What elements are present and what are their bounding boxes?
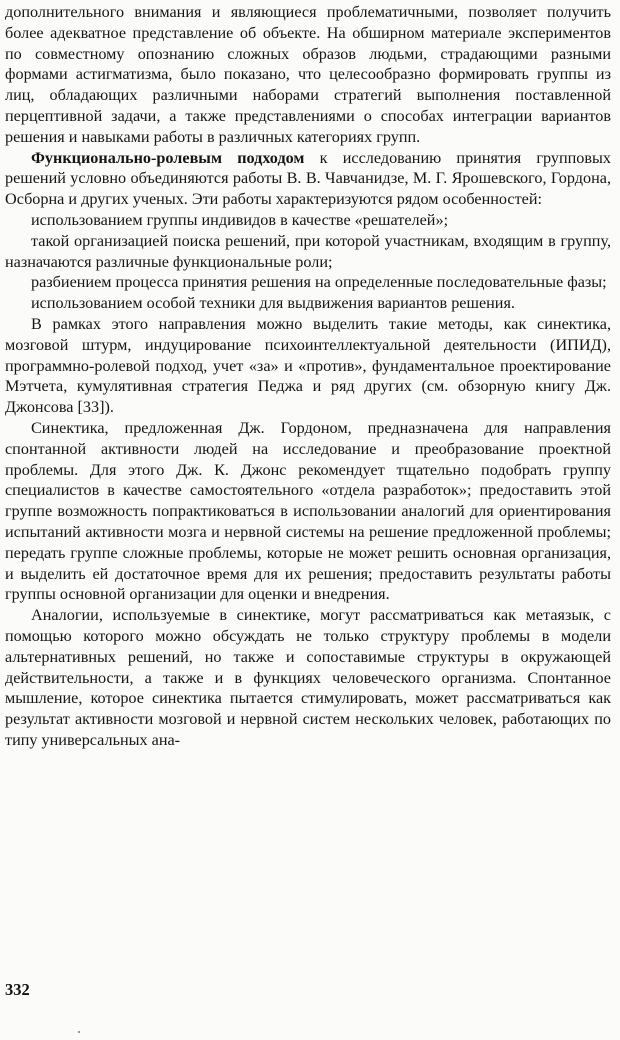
print-speck	[78, 1031, 80, 1033]
list-item: такой организацией поиска решений, при которой участникам, входящим в группу, назначаются различные функциональные роли;	[5, 231, 611, 271]
paragraph-synectics: Синектика, предложенная Дж. Гордоном, предназначена для направления спонтанной активности людей на исследование и преобразование проектной проблемы. Для этого Дж. К. Джонс рекомендует тщательно подобрать группу специалистов в качестве самостоятельного «отдела разработок»; предоставить этой группе возможность попрактиковаться в использовании аналогий для ориентирования испытаний активности мозга и нервной системы на решение предложенной проблемы; передать группе сложные проблемы, которые не может решить основная организация, и выделить ей достаточное время для их решения; предоставить результаты работы группы основной организации для оценки и внедрения.	[5, 418, 611, 604]
body-text	[5, 2, 611, 751]
paragraph-text: к исследованию принятия групповых решений условно объединяются работы В. В. Чавчанидзе, М. Г. Ярошевского, Гордона, Осборна и других ученых. Эти работы характеризуются рядом особенностей:	[5, 148, 612, 209]
list-item: разбиением процесса принятия решения на определенные последовательные фазы;	[31, 273, 607, 292]
page-number: 332	[5, 980, 30, 999]
paragraph-methods: В рамках этого направления можно выделить такие методы, как синектика, мозговой штурм, индуцирование психоинтеллектуальной деятельности (ИПИД), программно-ролевой подход, учет «за» и «против», фундаментальное проектирование Мэтчета, кумулятивная стратегия Педжа и ряд других (см. обзорную книгу Дж. Джонсова [33]).	[5, 314, 611, 417]
paragraph-analogies: Аналогии, используемые в синектике, могут рассматриваться как метаязык, с помощью которого можно обсуждать не только структуру проблемы в модели альтернативных решений, но также и сопоставимые структуры в окружающей действительности, а также и в функциях человеческого организма. Спонтанное мышление, которое синектика пытается стимулировать, может рассматриваться как результат активности мозговой и нервной систем нескольких человек, работающих по типу универсальных ана-	[5, 606, 611, 749]
paragraph-functional-role-approach	[5, 148, 611, 210]
term-functional-role-approach: Функционально-ролевым подходом	[31, 148, 305, 167]
list-item: использованием особой техники для выдвижения вариантов решения.	[31, 294, 515, 313]
paragraph-continuation: дополнительного внимания и являющиеся проблематичными, позволяет получить более адекватное представление об объекте. На обширном материале экспериментов по совместному опознанию сложных образов людьми, страдающими разными формами астигматизма, было показано, что целесообразно формировать группы из лиц, обладающих различными наборами стратегий выполнения поставленной перцептивной задачи, а также представлениями о способах интеграции вариантов решения и навыками работы в различных категориях групп.	[5, 3, 611, 146]
list-item: использованием группы индивидов в качестве «решателей»;	[31, 210, 449, 229]
